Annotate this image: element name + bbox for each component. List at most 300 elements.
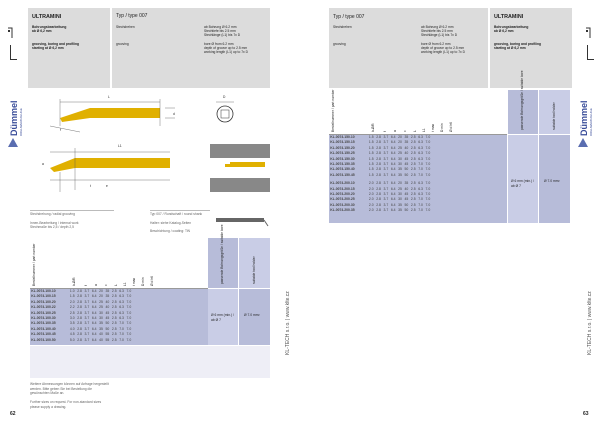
table-cell: 30 bbox=[99, 316, 103, 321]
part-number-cell: KL.0074.150.20 bbox=[330, 145, 355, 150]
tool-drawing bbox=[30, 92, 270, 202]
table-cell: 6.4 bbox=[390, 172, 396, 177]
table-cell: 55 bbox=[105, 337, 110, 342]
right-header-title-block bbox=[490, 8, 572, 88]
holder-cell-right bbox=[539, 135, 570, 223]
dim-d: d bbox=[173, 112, 175, 116]
table-cell: 3.7 bbox=[84, 310, 90, 315]
table-cell: 40 bbox=[105, 305, 110, 310]
subtitle-en-2: starting at Ø 6,2 mm bbox=[32, 46, 64, 50]
table-cell: 6.3 bbox=[119, 316, 124, 321]
logo-mark-icon bbox=[578, 138, 588, 147]
part-number-cell: KL.0074.200.35 bbox=[330, 208, 355, 213]
table-cell: 7.0 bbox=[126, 289, 132, 293]
table-cell: 45 bbox=[404, 156, 409, 161]
table-cell: 3.7 bbox=[84, 332, 90, 337]
table-cell: 2.5 bbox=[410, 145, 416, 150]
table-cell: 7.0 bbox=[425, 197, 431, 202]
table-filler-left bbox=[30, 346, 270, 378]
subtitle-en-1: grooving, boring and profiling bbox=[32, 42, 80, 46]
table-cell: 20 bbox=[398, 181, 402, 186]
table-cell: 2.5 bbox=[111, 289, 117, 293]
dim-t: t bbox=[90, 184, 91, 188]
bore-cell-right bbox=[508, 135, 538, 223]
part-number-cell: KL.0074.200.30 bbox=[330, 202, 355, 207]
table-row bbox=[329, 208, 432, 213]
table-cell: 2.8 bbox=[77, 299, 82, 304]
table-cell: 2.5 bbox=[111, 305, 117, 310]
tool-holder-icon bbox=[585, 26, 592, 38]
table-cell: 35 bbox=[105, 289, 110, 293]
table-cell: 2.0 bbox=[368, 192, 374, 197]
table-cell: 30 bbox=[398, 156, 402, 161]
table-cell: 3.7 bbox=[383, 181, 389, 186]
table-cell: 2.5 bbox=[410, 186, 416, 191]
table-cell: 2.5 bbox=[410, 135, 416, 139]
spec-en-2: depth of groove up to 2.5 mm bbox=[421, 46, 465, 50]
table-cell: 6.4 bbox=[390, 145, 396, 150]
left-header-title-block bbox=[28, 8, 110, 88]
type-label: Typ / type 007 bbox=[116, 13, 148, 19]
table-cell: 7.0 bbox=[418, 197, 423, 202]
table-cell: 35 bbox=[404, 135, 409, 139]
table-cell: 7.0 bbox=[126, 305, 132, 310]
th-c: c bbox=[104, 284, 108, 286]
table-cell: 50 bbox=[105, 326, 110, 331]
th-a: a bbox=[94, 284, 98, 286]
table-cell: 30 bbox=[398, 197, 402, 202]
table-cell: 45 bbox=[404, 192, 409, 197]
table-cell: 6.4 bbox=[91, 316, 97, 321]
table-cell: 6.4 bbox=[91, 289, 97, 293]
col-de: Stechdrehen bbox=[333, 25, 352, 29]
table-cell: 45 bbox=[404, 197, 409, 202]
part-number-cell: KL.0074.100.22 bbox=[31, 305, 56, 310]
table-cell: 2.8 bbox=[77, 305, 82, 310]
spec-en-2: depth of groove up to 2.5 mm bbox=[204, 46, 248, 50]
table-cell: 5.0 bbox=[69, 337, 75, 342]
title: ULTRAMINI bbox=[32, 14, 62, 20]
th-L: L bbox=[413, 130, 417, 132]
spec-de-2: Stechtiefe bis 2.5 mm bbox=[204, 29, 236, 33]
brand-logo bbox=[8, 88, 24, 152]
table-cell: 2.8 bbox=[77, 326, 82, 331]
table-cell: 3.7 bbox=[84, 289, 90, 293]
table-cell: 2.8 bbox=[77, 316, 82, 321]
table-cell: 6.3 bbox=[418, 140, 423, 145]
dim-e: e bbox=[106, 184, 108, 188]
extra-col-head-right-2 bbox=[539, 90, 570, 134]
table-cell: 3.5 bbox=[69, 321, 75, 326]
table-cell: 1.5 bbox=[368, 172, 374, 177]
table-cell: 2.8 bbox=[77, 294, 82, 299]
part-number-cell: KL.0074.200.25 bbox=[330, 197, 355, 202]
dim-L1: L1 bbox=[118, 144, 122, 148]
table-cell: 2.8 bbox=[77, 289, 82, 293]
table-cell: 7.0 bbox=[126, 337, 132, 342]
table-cell: 35 bbox=[99, 321, 103, 326]
table-body-right bbox=[329, 135, 507, 223]
table-cell: 6.4 bbox=[91, 305, 97, 310]
col-en: grooving bbox=[333, 42, 346, 46]
extra-col-head-left-2 bbox=[239, 238, 270, 288]
table-cell: 30 bbox=[398, 192, 402, 197]
page-number-left: 62 bbox=[10, 411, 16, 417]
table-cell: 3.7 bbox=[383, 208, 389, 213]
table-cell: 3.7 bbox=[383, 145, 389, 150]
table-cell: 7.0 bbox=[126, 321, 132, 326]
side-text-left: KL-TECH s.r.o. | www.klte.cz bbox=[285, 291, 291, 355]
table-cell: 35 bbox=[404, 181, 409, 186]
table-cell: 2.5 bbox=[410, 156, 416, 161]
dim-a: a bbox=[42, 162, 44, 166]
spec-de-3: Stechlänge (L1) bis 7x D bbox=[204, 33, 241, 37]
table-cell: 2.0 bbox=[368, 181, 374, 186]
th-bore: passende Bohrungsgröße / suitable bore bbox=[220, 224, 224, 284]
table-cell: 6.3 bbox=[418, 135, 423, 139]
table-cell: 7.0 bbox=[425, 135, 431, 139]
table-cell: 2.8 bbox=[376, 202, 381, 207]
table-cell: 6.4 bbox=[390, 208, 396, 213]
part-number-cell: KL.0074.150.45 bbox=[330, 172, 355, 177]
th-bore: passende Bohrungsgröße / suitable bore bbox=[520, 70, 524, 130]
table-cell: 2.0 bbox=[368, 208, 374, 213]
table-cell: 35 bbox=[99, 326, 103, 331]
th-a: a bbox=[393, 130, 397, 132]
table-cell: 20 bbox=[398, 140, 402, 145]
brand-logo bbox=[576, 88, 592, 152]
table-cell: 2.5 bbox=[111, 326, 117, 331]
table-cell: 2.5 bbox=[111, 321, 117, 326]
logo-text: Dümmel bbox=[579, 100, 589, 136]
th-b: b-Ø/B bbox=[371, 123, 375, 132]
table-cell: 45 bbox=[105, 316, 110, 321]
table-cell: 7.0 bbox=[425, 156, 431, 161]
th-f: f bbox=[383, 131, 387, 132]
holder-note: Ø 7.0 mm² bbox=[244, 313, 260, 317]
part-number-cell: KL.0074.100.50 bbox=[31, 337, 56, 342]
table-header-left bbox=[30, 238, 208, 289]
table-cell: 2.5 bbox=[111, 337, 117, 342]
table-cell: 3.7 bbox=[383, 202, 389, 207]
note-5: Halter: siehe Katalog-Seiten bbox=[150, 220, 192, 225]
logo-text: Dümmel bbox=[9, 100, 19, 136]
table-cell: 6.3 bbox=[418, 151, 423, 156]
subtitle-en-1: grooving, boring and profiling bbox=[494, 42, 542, 46]
page-number-right: 63 bbox=[583, 411, 589, 417]
table-cell: 1.5 bbox=[368, 151, 374, 156]
table-cell: 3.7 bbox=[383, 167, 389, 172]
table-cell: 2.5 bbox=[111, 316, 117, 321]
table-cell: 7.0 bbox=[126, 316, 132, 321]
table-cell: 6.4 bbox=[91, 321, 97, 326]
table-cell: 3.7 bbox=[84, 337, 90, 342]
part-number-cell: KL.0074.150.40 bbox=[330, 167, 355, 172]
table-cell: 35 bbox=[398, 167, 402, 172]
dim-L: L bbox=[108, 95, 110, 99]
table-cell: 2.8 bbox=[376, 197, 381, 202]
table-cell: 6.4 bbox=[390, 202, 396, 207]
table-cell: 2.8 bbox=[376, 192, 381, 197]
spec-de-2: Stechtiefe bis 2.5 mm bbox=[421, 29, 453, 33]
spec-de-1: ab Bohrung Ø 6.2 mm bbox=[421, 25, 454, 29]
table-cell: 2.5 bbox=[410, 197, 416, 202]
spec-en-1: bore Ø from 6.2 mm bbox=[421, 42, 451, 46]
table-cell: 20 bbox=[99, 294, 103, 299]
table-cell: 2.5 bbox=[111, 299, 117, 304]
table-cell: 3.7 bbox=[383, 172, 389, 177]
part-number-cell: KL.0074.100.35 bbox=[31, 321, 56, 326]
th-dmin: D min bbox=[440, 123, 444, 132]
table-cell: 2.5 bbox=[410, 167, 416, 172]
table-cell: 6.3 bbox=[418, 192, 423, 197]
table-cell: 7.0 bbox=[425, 151, 431, 156]
table-cell: 3.7 bbox=[383, 162, 389, 167]
table-cell: 35 bbox=[105, 294, 110, 299]
data-table-right-a bbox=[329, 135, 432, 178]
table-cell: 2.8 bbox=[376, 156, 381, 161]
table-cell: 20 bbox=[398, 135, 402, 139]
table-cell: 2.5 bbox=[111, 294, 117, 299]
th-L: L bbox=[114, 284, 118, 286]
table-cell: 2.8 bbox=[376, 140, 381, 145]
table-cell: 7.0 bbox=[126, 310, 132, 315]
table-cell: 2.8 bbox=[376, 151, 381, 156]
bore-cell-left bbox=[208, 289, 238, 345]
table-cell: 50 bbox=[404, 208, 409, 213]
spec-de-1: ab Bohrung Ø 6.2 mm bbox=[204, 25, 237, 29]
side-text-right: KL-TECH s.r.o. | www.klte.cz bbox=[587, 291, 593, 355]
bore-note: Ø 6 mm (min.) / ab Ø 7 bbox=[511, 179, 534, 188]
table-cell: 6.3 bbox=[119, 299, 124, 304]
table-cell: 20 bbox=[99, 289, 103, 293]
data-table-right-b bbox=[329, 181, 432, 213]
table-cell: 7.0 bbox=[418, 162, 423, 167]
th-L1: L1 bbox=[422, 128, 426, 132]
th-part-number: Bestellnummer / part number bbox=[331, 89, 335, 132]
table-header-right bbox=[329, 90, 507, 135]
table-cell: 7.0 bbox=[425, 208, 431, 213]
notes-left bbox=[30, 212, 114, 230]
table-cell: 2.5 bbox=[410, 208, 416, 213]
table-cell: 2.0 bbox=[368, 202, 374, 207]
table-cell: 7.0 bbox=[425, 172, 431, 177]
table-cell: 7.0 bbox=[126, 299, 132, 304]
table-cell: 3.7 bbox=[84, 316, 90, 321]
spec-en-3: working length (L1) up to 7x D bbox=[421, 50, 465, 54]
table-cell: 30 bbox=[398, 162, 402, 167]
table-cell: 6.3 bbox=[418, 186, 423, 191]
table-cell: 7.0 bbox=[126, 332, 132, 337]
table-cell: 6.4 bbox=[91, 337, 97, 342]
table-cell: 6.3 bbox=[418, 145, 423, 150]
table-cell: 7.0 bbox=[418, 208, 423, 213]
table-cell: 2.5 bbox=[410, 181, 416, 186]
bracket-icon bbox=[587, 45, 594, 60]
part-number-cell: KL.0074.200.20 bbox=[330, 192, 355, 197]
note-4: Typ 007 / Rundschaft / round shank bbox=[150, 212, 203, 216]
part-number-cell: KL.0074.150.10 bbox=[330, 135, 355, 139]
table-cell: 35 bbox=[398, 208, 402, 213]
table-cell: 55 bbox=[105, 332, 110, 337]
part-number-cell: KL.0074.150.25 bbox=[330, 151, 355, 156]
table-cell: 3.7 bbox=[84, 321, 90, 326]
table-cell: 45 bbox=[105, 310, 110, 315]
table-cell: 40 bbox=[404, 145, 409, 150]
part-number-cell: KL.0074.150.15 bbox=[330, 140, 355, 145]
th-dh6: Ø d h6 bbox=[449, 122, 453, 132]
bracket-icon bbox=[10, 45, 17, 60]
table-cell: 7.0 bbox=[418, 167, 423, 172]
extra-col-head-right bbox=[508, 70, 538, 134]
subtitle-de-2: ab Ø 6,2 mm bbox=[32, 29, 52, 33]
table-cell: 2.0 bbox=[368, 186, 374, 191]
table-cell: 7.0 bbox=[119, 337, 124, 342]
table-cell: 50 bbox=[105, 321, 110, 326]
table-cell: 6.4 bbox=[91, 299, 97, 304]
table-cell: 1.5 bbox=[368, 167, 374, 172]
th-dh6: Ø d h6 bbox=[150, 276, 154, 286]
table-cell: 7.0 bbox=[425, 181, 431, 186]
part-number-cell: KL.0074.150.30 bbox=[330, 156, 355, 161]
title: ULTRAMINI bbox=[494, 14, 524, 20]
table-cell: 7.0 bbox=[126, 294, 132, 299]
table-cell: 35 bbox=[398, 202, 402, 207]
table-cell: 25 bbox=[398, 151, 402, 156]
table-cell: 25 bbox=[398, 145, 402, 150]
note-1: Stechdrehung / radial grooving bbox=[30, 212, 75, 216]
table-cell: 3.7 bbox=[383, 186, 389, 191]
table-cell: 4.5 bbox=[69, 332, 75, 337]
part-number-cell: KL.0074.100.45 bbox=[31, 332, 56, 337]
table-cell: 35 bbox=[398, 172, 402, 177]
left-header-spec-block bbox=[112, 8, 270, 88]
table-cell: 1.5 bbox=[368, 135, 374, 139]
table-cell: 2.5 bbox=[410, 172, 416, 177]
table-cell: 3.7 bbox=[84, 305, 90, 310]
table-cell: 3.7 bbox=[383, 197, 389, 202]
table-cell: 25 bbox=[99, 305, 103, 310]
table-cell: 40 bbox=[404, 186, 409, 191]
tool-holder-icon bbox=[7, 26, 14, 38]
table-cell: 6.3 bbox=[119, 294, 124, 299]
table-cell: 6.3 bbox=[418, 181, 423, 186]
dim-f: f bbox=[60, 128, 61, 132]
table-cell: 7.0 bbox=[425, 167, 431, 172]
table-cell: 3.7 bbox=[84, 326, 90, 331]
subtitle-de-2: ab Ø 6,2 mm bbox=[494, 29, 514, 33]
part-number-cell: KL.0074.100.40 bbox=[31, 326, 56, 331]
table-cell: 2.8 bbox=[376, 167, 381, 172]
table-cell: 6.4 bbox=[390, 192, 396, 197]
note-3: Stechmaße bis 2,5 / depth 2,5 bbox=[30, 225, 74, 230]
logo-mark-icon bbox=[8, 138, 18, 147]
table-cell: 6.4 bbox=[390, 181, 396, 186]
table-cell: 7.0 bbox=[126, 326, 132, 331]
th-dmin: D min bbox=[141, 277, 145, 286]
table-cell: 7.0 bbox=[425, 162, 431, 167]
th-tmax: t max bbox=[132, 277, 136, 286]
data-table-left bbox=[30, 289, 133, 343]
table-cell: 7.0 bbox=[425, 202, 431, 207]
th-L1: L1 bbox=[123, 282, 127, 286]
table-cell: 6.4 bbox=[91, 294, 97, 299]
holder-note: Ø 7.0 mm² bbox=[544, 179, 560, 183]
table-cell: 7.0 bbox=[425, 145, 431, 150]
table-cell: 6.3 bbox=[418, 156, 423, 161]
notes-middle bbox=[150, 212, 210, 234]
table-cell: 1.5 bbox=[368, 140, 374, 145]
table-cell: 1.5 bbox=[368, 156, 374, 161]
table-cell: 3.7 bbox=[383, 192, 389, 197]
table-cell: 2.5 bbox=[410, 202, 416, 207]
part-number-cell: KL.0074.200.15 bbox=[330, 186, 355, 191]
subtitle-en-2: starting at Ø 6,2 mm bbox=[494, 46, 526, 50]
part-number-cell: KL.0074.100.30 bbox=[31, 316, 56, 321]
table-cell: 2.8 bbox=[376, 135, 381, 139]
table-cell: 35 bbox=[404, 140, 409, 145]
table-cell: 1.5 bbox=[368, 162, 374, 167]
th-f: f bbox=[84, 285, 88, 286]
part-number-cell: KL.0074.100.20 bbox=[31, 299, 56, 304]
table-cell: 7.0 bbox=[418, 202, 423, 207]
table-cell: 6.4 bbox=[91, 332, 97, 337]
table-cell: 3.7 bbox=[383, 156, 389, 161]
col-en: grooving bbox=[116, 42, 129, 46]
spec-en-3: working length (L1) up to 7x D bbox=[204, 50, 248, 54]
table-cell: 7.0 bbox=[425, 186, 431, 191]
table-cell: 2.8 bbox=[376, 172, 381, 177]
th-part-number: Bestellnummer / part number bbox=[32, 243, 36, 286]
table-cell: 2.5 bbox=[410, 192, 416, 197]
table-cell: 2.0 bbox=[69, 299, 75, 304]
table-cell: 30 bbox=[99, 310, 103, 315]
table-cell: 2.0 bbox=[368, 197, 374, 202]
table-cell: 1.0 bbox=[69, 289, 75, 293]
table-cell: 50 bbox=[404, 172, 409, 177]
table-row bbox=[30, 338, 133, 343]
table-cell: 3.7 bbox=[383, 135, 389, 139]
table-cell: 2.8 bbox=[77, 332, 82, 337]
holder-cell-left bbox=[239, 289, 270, 345]
table-cell: 2.8 bbox=[376, 208, 381, 213]
logo-subtext: DREHWERKZEUGE bbox=[589, 108, 593, 136]
table-cell: 1.5 bbox=[368, 145, 374, 150]
dim-D: D bbox=[223, 95, 226, 99]
table-cell: 25 bbox=[99, 299, 103, 304]
table-cell: 2.5 bbox=[111, 332, 117, 337]
table-cell: 25 bbox=[398, 186, 402, 191]
table-cell: 40 bbox=[99, 332, 103, 337]
right-header-spec-block bbox=[329, 8, 488, 88]
table-cell: 6.4 bbox=[390, 186, 396, 191]
table-cell: 2.2 bbox=[69, 305, 75, 310]
table-cell: 2.5 bbox=[410, 151, 416, 156]
table-cell: 3.7 bbox=[383, 140, 389, 145]
part-number-cell: KL.0074.200.10 bbox=[330, 181, 355, 186]
table-cell: 40 bbox=[404, 151, 409, 156]
th-holder: suitable tool holder bbox=[552, 102, 556, 130]
footer-left-text-de: Weitere Abmessungen können auf Anfrage hergestellt werden. Bitte geben Sie bei Bestellung die gewünschten Maße an. bbox=[30, 382, 109, 396]
table-cell: 3.7 bbox=[383, 151, 389, 156]
table-cell: 6.4 bbox=[390, 156, 396, 161]
subtitle-de-1: Bohrungsbearbeitung bbox=[32, 25, 67, 29]
th-c: c bbox=[403, 130, 407, 132]
table-cell: 6.3 bbox=[119, 305, 124, 310]
spec-de-3: Stechlänge (L1) bis 7x D bbox=[421, 33, 458, 37]
part-number-cell: KL.0074.150.35 bbox=[330, 162, 355, 167]
col-de: Stechdrehen bbox=[116, 25, 135, 29]
